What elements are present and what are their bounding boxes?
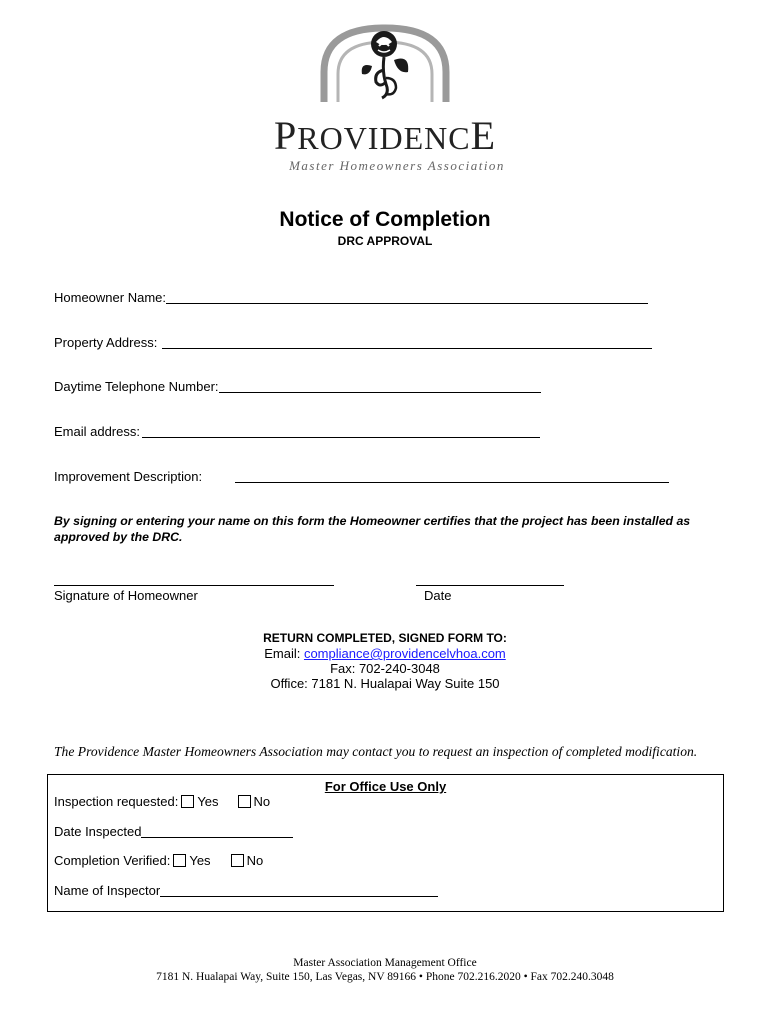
brand-subtitle: Master Homeowners Association <box>289 158 505 173</box>
daytime-phone-field[interactable] <box>219 392 541 393</box>
verified-yes-label: Yes <box>189 853 211 868</box>
homeowner-name-field[interactable] <box>166 303 648 304</box>
daytime-phone-label: Daytime Telephone Number: <box>54 379 219 394</box>
verified-no-label: No <box>246 853 264 868</box>
date-label: Date <box>424 588 452 603</box>
inspection-no-checkbox[interactable] <box>238 795 251 808</box>
inspection-requested-row <box>54 794 270 809</box>
date-inspected-label: Date Inspected <box>54 824 142 839</box>
completion-verified-label: Completion Verified: <box>54 853 171 868</box>
email-prefix: Email: <box>264 646 304 661</box>
inspection-yes-checkbox[interactable] <box>181 795 194 808</box>
inspection-yes-label: Yes <box>197 794 219 809</box>
compliance-email-link[interactable]: compliance@providencelvhoa.com <box>303 646 506 661</box>
page-title: Notice of Completion <box>279 208 491 231</box>
verified-no-checkbox[interactable] <box>231 854 244 867</box>
brand-middle: ROVIDENC <box>297 120 471 156</box>
brand-initial: P <box>273 113 298 158</box>
page-subtitle: DRC APPROVAL <box>337 234 433 248</box>
inspector-name-field[interactable] <box>160 884 438 897</box>
office-use-title: For Office Use Only <box>324 779 447 794</box>
signature-label: Signature of Homeowner <box>54 588 198 603</box>
verified-yes-checkbox[interactable] <box>173 854 186 867</box>
email-label: Email address: <box>54 424 140 439</box>
inspection-no-label: No <box>253 794 271 809</box>
improvement-description-label: Improvement Description: <box>54 469 203 484</box>
property-address-field[interactable] <box>162 348 652 349</box>
signature-line[interactable] <box>54 585 334 586</box>
inspector-name-label: Name of Inspector <box>54 883 161 898</box>
rose-arch-icon <box>318 22 452 102</box>
brand-name <box>0 112 770 159</box>
brand-final: E <box>470 113 496 158</box>
return-email <box>0 646 770 661</box>
date-inspected-row <box>54 824 293 839</box>
inspection-requested-label: Inspection requested: <box>54 794 179 809</box>
date-inspected-field[interactable] <box>141 825 293 838</box>
return-office: Office: 7181 N. Hualapai Way Suite 150 <box>270 676 500 691</box>
inspector-name-row <box>54 883 438 898</box>
date-line[interactable] <box>416 585 564 586</box>
homeowner-name-label: Homeowner Name: <box>54 290 166 305</box>
footer-office: Master Association Management Office <box>293 957 477 969</box>
improvement-description-field[interactable] <box>235 482 669 483</box>
return-title: RETURN COMPLETED, SIGNED FORM TO: <box>263 631 507 645</box>
return-fax: Fax: 702-240-3048 <box>330 661 440 676</box>
footer-contact: 7181 N. Hualapai Way, Suite 150, Las Vegas, NV 89166 • Phone 702.216.2020 • Fax 702.240.3048 <box>156 971 614 983</box>
office-use-box <box>47 774 724 912</box>
email-field[interactable] <box>142 437 540 438</box>
certification-statement: By signing or entering your name on this form the Homeowner certifies that the project has been installed as approved by the DRC. <box>54 514 691 544</box>
property-address-label: Property Address: <box>54 335 158 350</box>
completion-verified-row <box>54 853 263 868</box>
providence-logo <box>0 22 770 182</box>
inspection-notice: The Providence Master Homeowners Association may contact you to request an inspection of completed modification. <box>54 744 698 759</box>
